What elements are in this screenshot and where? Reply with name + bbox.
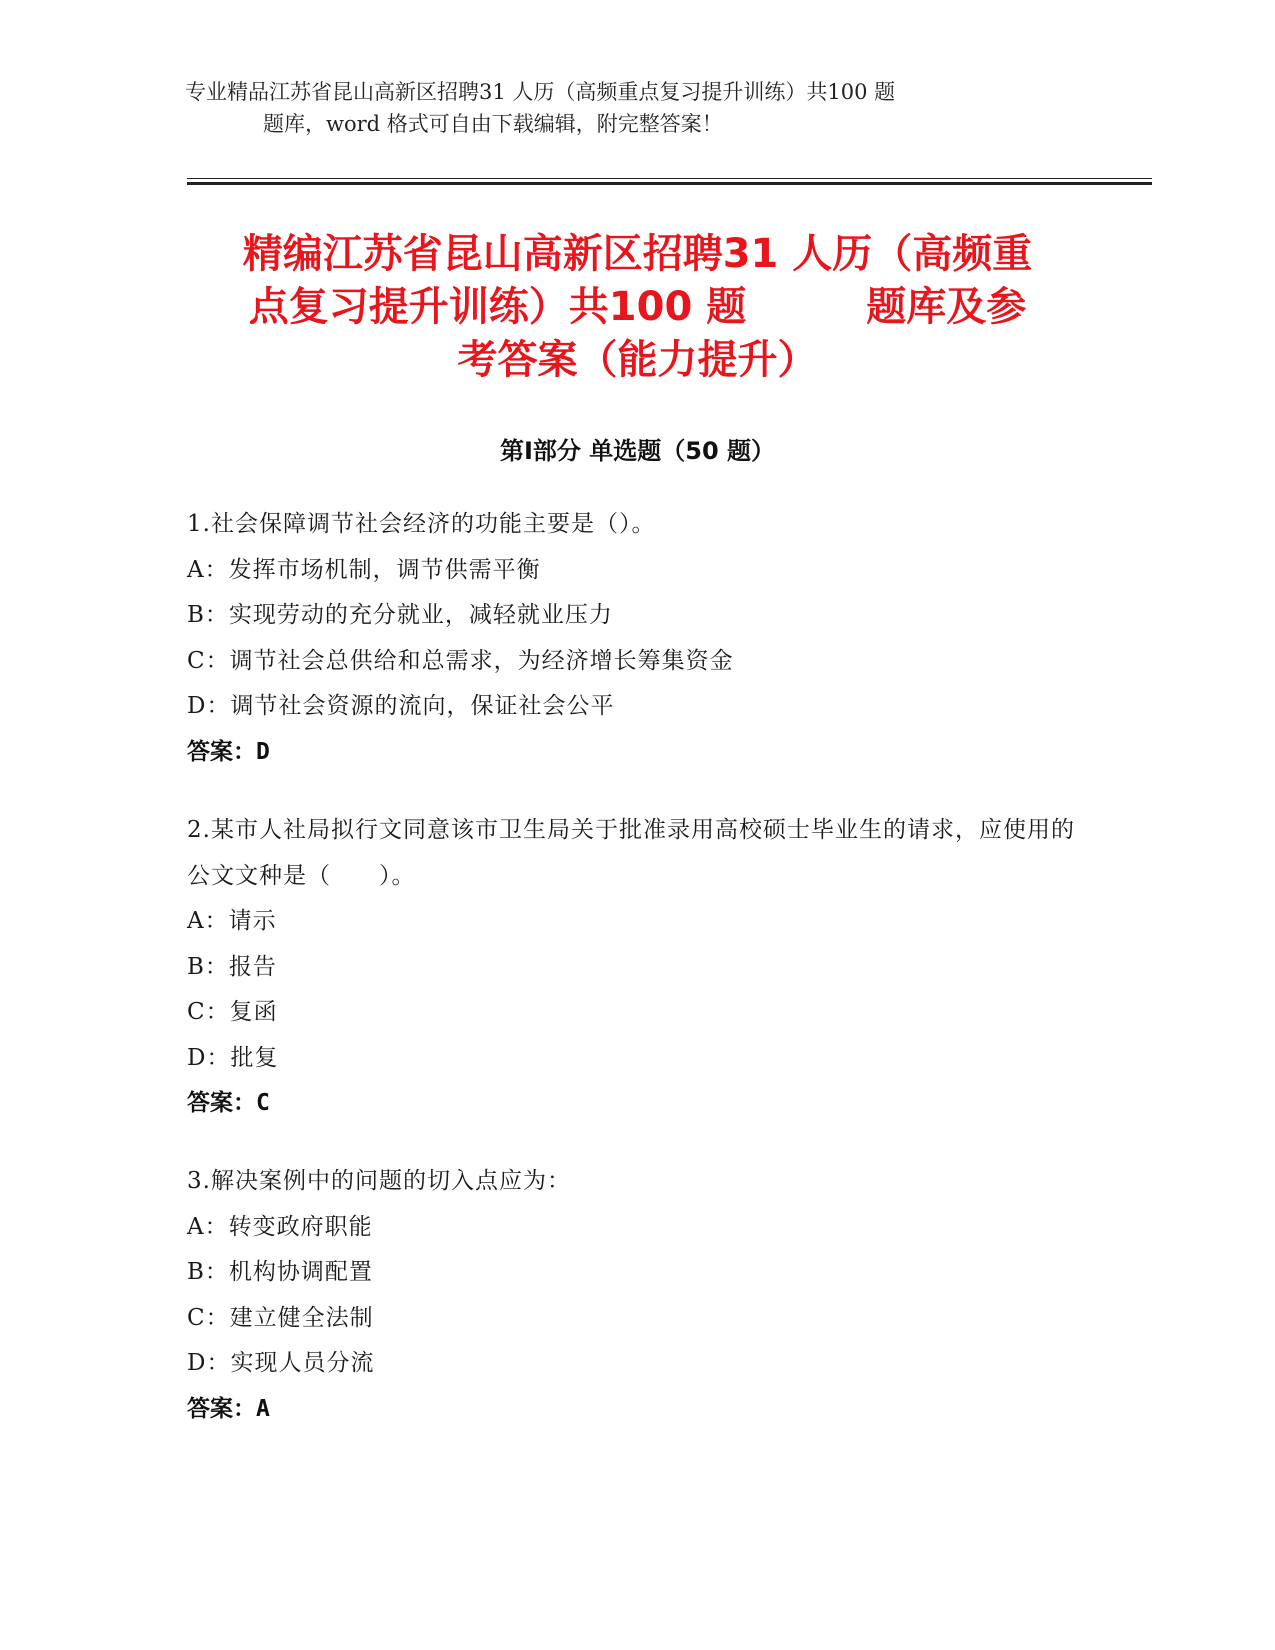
question-3 [187,1159,1087,1432]
question-2 [187,808,1087,1127]
answer-value: A [256,1395,270,1422]
answer-line [187,730,1087,776]
option-d: D：调节社会资源的流向，保证社会公平 [187,693,615,719]
answer-line [187,1387,1087,1433]
answer-line [187,1081,1087,1127]
option-b: B：机构协调配置 [187,1259,373,1285]
header-note-line2: 题库，word 格式可自由下载编辑，附完整答案！ [263,112,723,136]
answer-value: C [256,1090,270,1116]
option-d: D：实现人员分流 [187,1350,375,1376]
answer-value: D [256,738,270,765]
document-title-line2: 点复习提升训练）共100 题 题库及参 [248,284,1027,330]
document-title-line3: 考答案（能力提升） [457,337,818,383]
header-note [185,76,1045,140]
option-c: C：调节社会总供给和总需求，为经济增长筹集资金 [187,647,734,674]
header-rule-thick [187,182,1152,185]
option-b: B：报告 [187,953,277,980]
option-a: A：请示 [187,908,277,934]
option-a: A：发挥市场机制，调节供需平衡 [187,556,541,583]
section-title: 第Ⅰ部分 单选题（50 题） [499,437,776,465]
option-c: C：复函 [187,999,278,1025]
question-1 [187,502,1087,775]
option-c: C：建立健全法制 [187,1304,374,1331]
document-title-line1: 精编江苏省昆山高新区招聘31 人历（高频重 [242,231,1033,277]
option-d: D：批复 [187,1044,279,1071]
question-stem: 3.解决案例中的问题的切入点应为： [187,1168,571,1194]
answer-label: 答案： [187,1090,256,1116]
answer-label: 答案： [187,738,256,765]
header-rule-thin [187,178,1152,179]
question-stem: 2.某市人社局拟行文同意该市卫生局关于批准录用高校硕士毕业生的请求，应使用的公文文种是（ ）。 [187,817,1075,889]
document-title [170,228,1105,387]
option-b: B：实现劳动的充分就业，减轻就业压力 [187,602,613,628]
header-note-line1: 专业精品江苏省昆山高新区招聘31 人历（高频重点复习提升训练）共100 题 [185,80,896,104]
question-stem: 1.社会保障调节社会经济的功能主要是（）。 [187,511,656,537]
answer-label: 答案： [187,1395,256,1422]
option-a: A：转变政府职能 [187,1213,373,1240]
